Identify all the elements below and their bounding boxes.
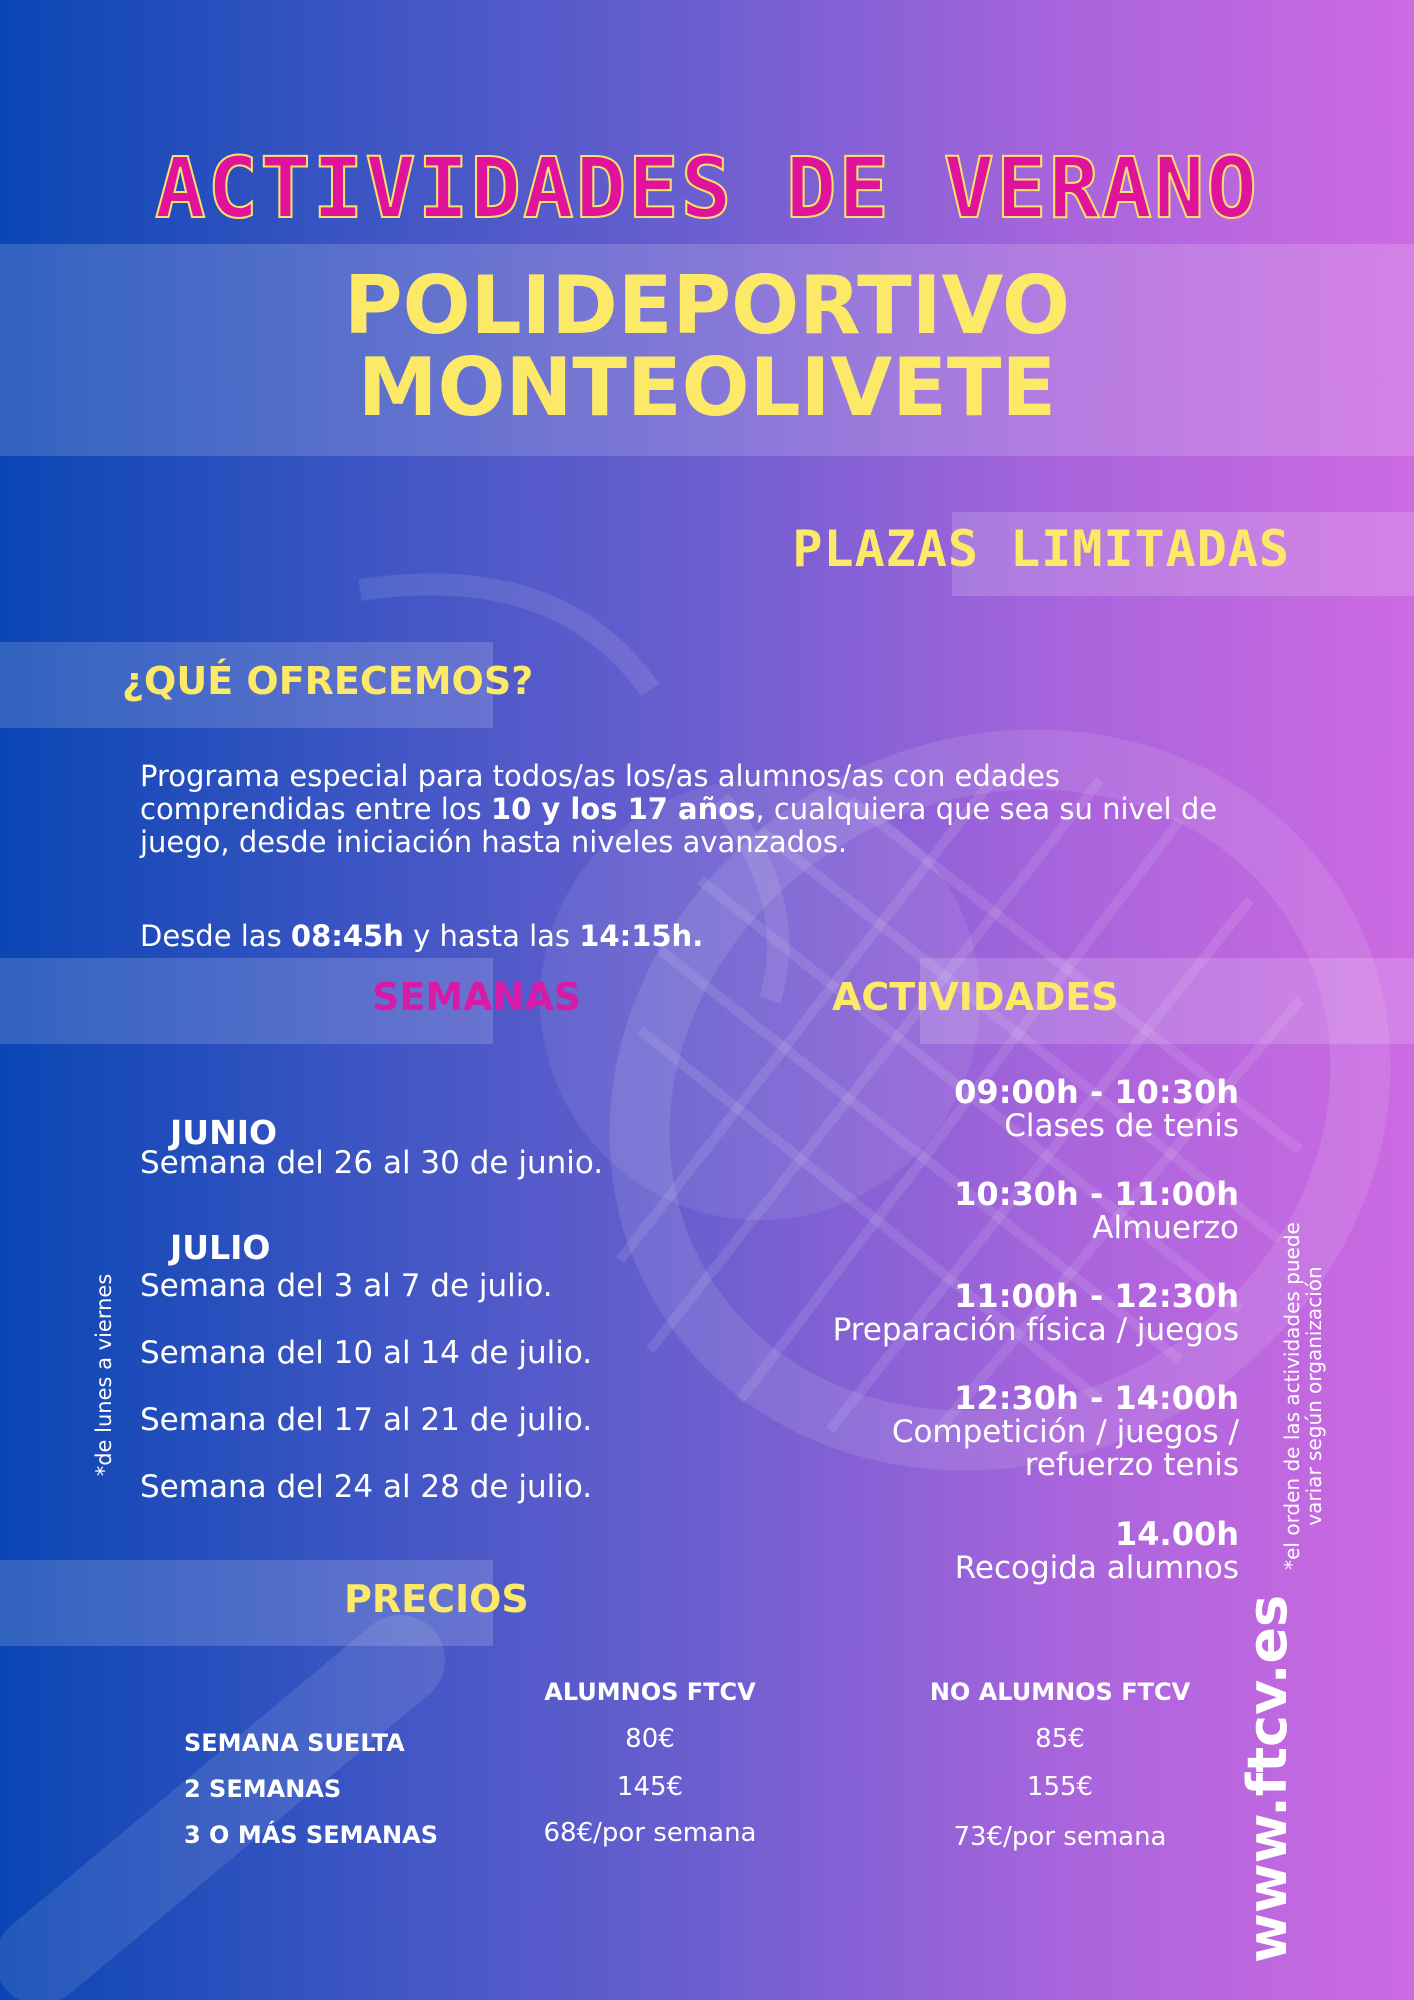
schedule-hours bbox=[140, 920, 1250, 953]
week-item: Semana del 3 al 7 de julio. bbox=[140, 1268, 553, 1304]
price-row-label: 3 O MÁS SEMANAS bbox=[184, 1821, 438, 1849]
week-item: Semana del 24 al 28 de julio. bbox=[140, 1469, 593, 1505]
age-range: 10 y los 17 años bbox=[490, 792, 756, 826]
activity-label: Competición / juegos / bbox=[891, 1414, 1239, 1450]
start-time: 08:45h bbox=[290, 919, 404, 953]
end-time: 14:15h. bbox=[579, 919, 704, 953]
weekdays-note: *de lunes a viernes bbox=[92, 1273, 116, 1477]
activities-order-note bbox=[1281, 1171, 1325, 1621]
activity-label: Clases de tenis bbox=[1004, 1108, 1239, 1144]
activity-label: Recogida alumnos bbox=[954, 1550, 1239, 1586]
note-line-2: variar según organización bbox=[1302, 1266, 1326, 1526]
price-non-members: 85€ bbox=[1035, 1724, 1085, 1754]
hours-text-1: Desde las bbox=[140, 919, 291, 953]
activity-time: 12:30h - 14:00h bbox=[954, 1379, 1239, 1417]
offer-description bbox=[140, 760, 1250, 859]
prices-heading: PRECIOS bbox=[344, 1577, 529, 1621]
main-title: ACTIVIDADES DE VERANO bbox=[154, 139, 1260, 237]
hours-text-2: y hasta las bbox=[403, 919, 580, 953]
activities-heading: ACTIVIDADES bbox=[832, 975, 1119, 1019]
price-non-members: 73€/por semana bbox=[953, 1822, 1167, 1852]
price-members: 68€/por semana bbox=[543, 1818, 757, 1848]
price-members: 80€ bbox=[625, 1724, 675, 1754]
price-non-members: 155€ bbox=[1026, 1772, 1094, 1802]
activity-label-line2: refuerzo tenis bbox=[1024, 1447, 1239, 1483]
note-line-1: *el orden de las actividades puede bbox=[1280, 1222, 1304, 1570]
activity-item bbox=[892, 1380, 1239, 1482]
month-july: JULIO bbox=[170, 1228, 271, 1267]
offer-heading: ¿QUÉ OFRECEMOS? bbox=[122, 659, 534, 703]
price-row-label: SEMANA SUELTA bbox=[184, 1729, 405, 1757]
activity-label: Preparación física / juegos bbox=[832, 1312, 1239, 1348]
website-link[interactable]: www.ftcv.es bbox=[1236, 1594, 1299, 1963]
week-item: Semana del 17 al 21 de julio. bbox=[140, 1402, 593, 1438]
week-item: Semana del 26 al 30 de junio. bbox=[140, 1145, 604, 1181]
activity-time: 14.00h bbox=[1115, 1515, 1239, 1553]
weeks-heading: SEMANAS bbox=[372, 975, 582, 1019]
activity-time: 11:00h - 12:30h bbox=[954, 1277, 1239, 1315]
week-item: Semana del 10 al 14 de julio. bbox=[140, 1335, 593, 1371]
offer-text-1: Programa especial para todos/as los/as alumnos/as con edades comprendidas entre los bbox=[140, 759, 1060, 826]
activity-label: Almuerzo bbox=[1092, 1210, 1239, 1246]
members-column-header: ALUMNOS FTCV bbox=[544, 1678, 756, 1706]
non-members-column-header: NO ALUMNOS FTCV bbox=[929, 1678, 1191, 1706]
price-members: 145€ bbox=[616, 1772, 684, 1802]
activity-item bbox=[833, 1278, 1239, 1347]
venue-name-line1: POLIDEPORTIVO bbox=[344, 259, 1070, 352]
plazas-limitadas-badge: PLAZAS LIMITADAS bbox=[792, 520, 1290, 578]
activity-time: 10:30h - 11:00h bbox=[954, 1175, 1239, 1213]
venue-name-line2: MONTEOLIVETE bbox=[357, 341, 1057, 434]
activity-time: 09:00h - 10:30h bbox=[954, 1073, 1239, 1111]
price-row-label: 2 SEMANAS bbox=[184, 1775, 342, 1803]
offer-text-2: , cualquiera que sea su nivel de juego, desde iniciación hasta niveles avanzados. bbox=[140, 792, 1218, 859]
activity-item bbox=[955, 1516, 1239, 1585]
activity-item bbox=[954, 1074, 1239, 1143]
activity-item bbox=[954, 1176, 1239, 1245]
month-june: JUNIO bbox=[170, 1113, 278, 1152]
